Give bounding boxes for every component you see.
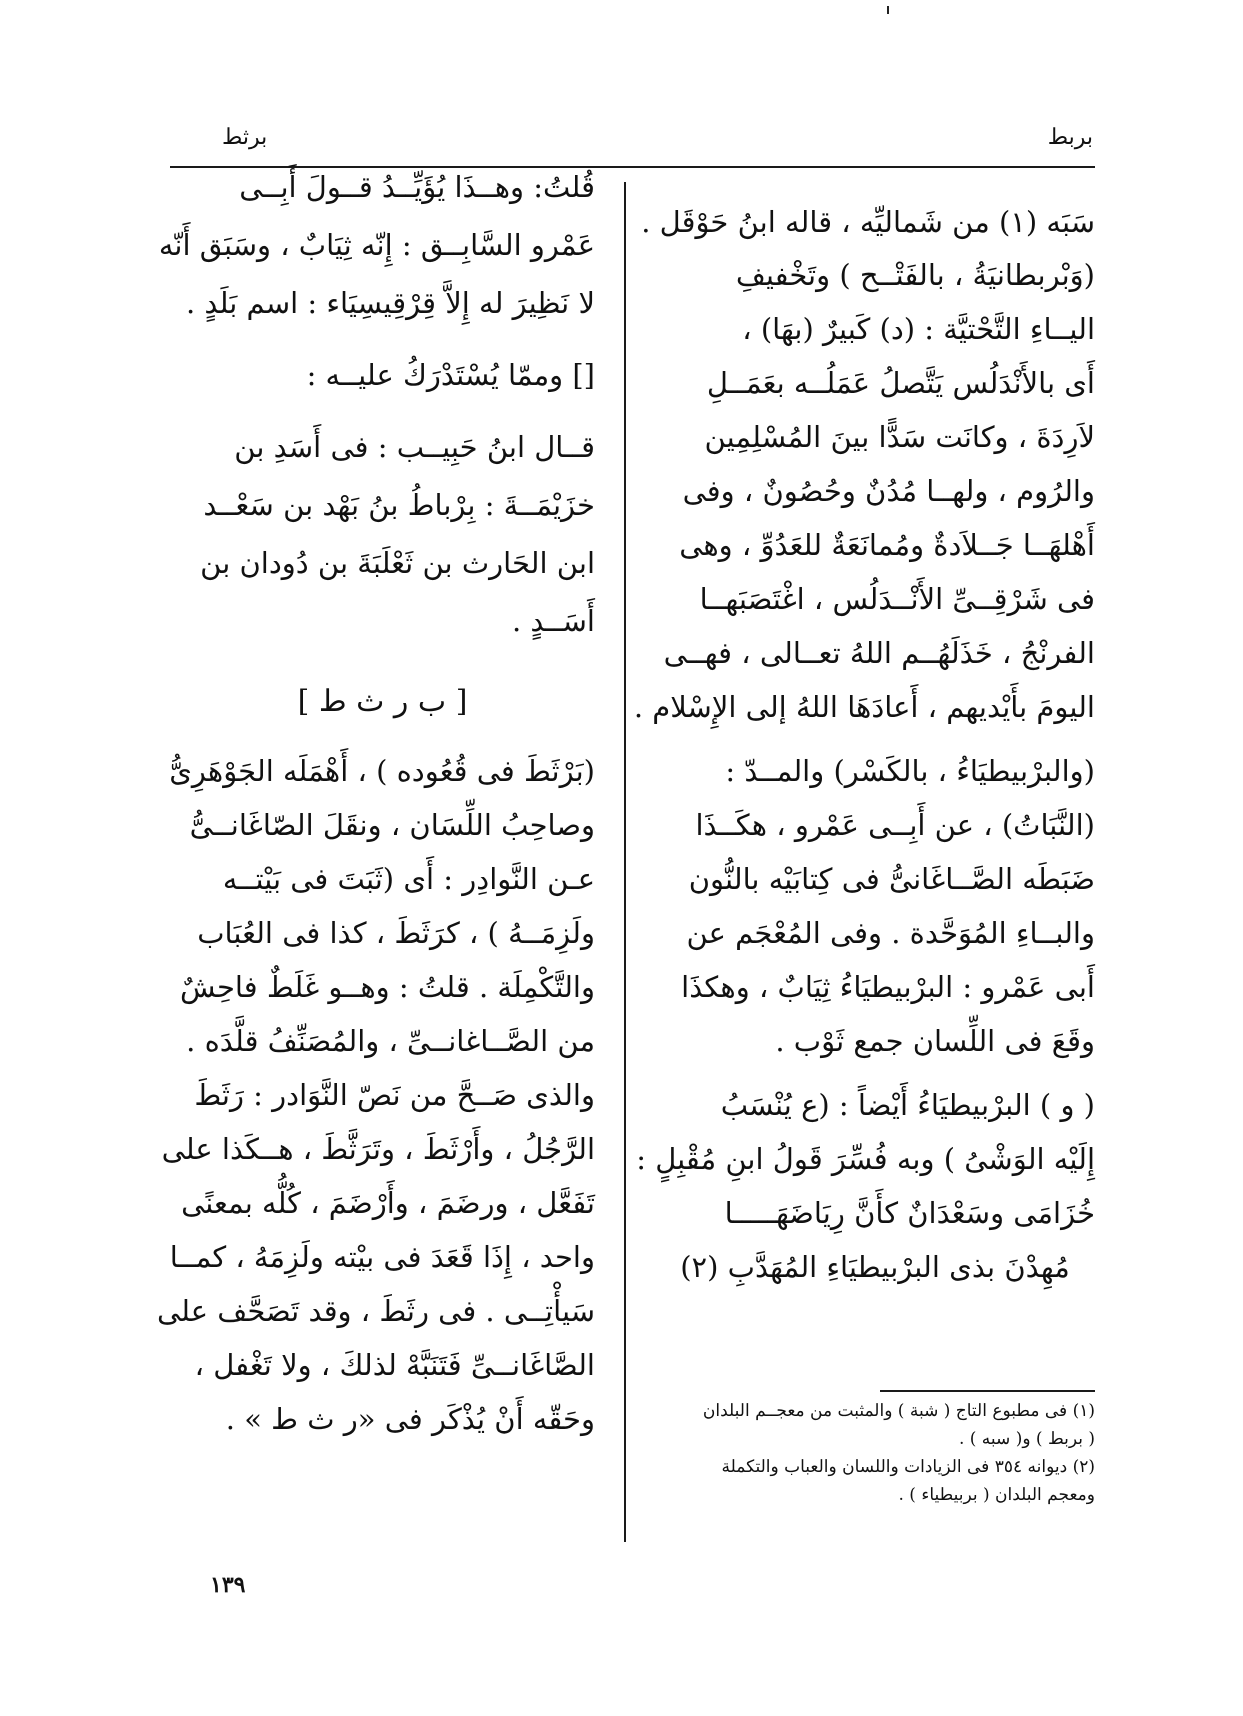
footnote-line: (٢) ديوانه ٣٥٤ فى الزيادات واللسان والعباب والتكملة: [721, 1457, 1095, 1477]
entry-continuation: [641, 205, 1095, 258]
text-line: سَبَه (١) من شَماليِّه ، قاله ابنُ حَوْقَل .: [641, 205, 1095, 239]
text-line: (وَبْربطانيَةُ ، بالفَتْــح ) وتَخْفيفِ: [735, 258, 1095, 292]
footnote-line: ( بربط ) و( سبه ) .: [958, 1429, 1095, 1449]
scan-mark: [887, 6, 889, 14]
text-line: ( و ) البرْبيطيَاءُ أَيْضاً : (ع يُنْسَبُ: [720, 1088, 1095, 1122]
text-line: والذى صَــحَّ من نَصّ النَّوَادر : رَثَطَ: [194, 1078, 595, 1112]
text-line: قُلتُ: وهــذَا يُؤَيِّــدُ قــولَ أَبِــى: [239, 170, 595, 204]
text-line: عـن النَّوادِر : أَى (ثَبَتَ فى بَيْتــه: [222, 862, 595, 896]
verse-line: خُزَامَى وسَعْدَانٌ كأَنَّ رِيَاضَهَـــــا: [724, 1196, 1095, 1230]
column-divider: [624, 182, 626, 1542]
text-line: الرَّجُلُ ، وأَرْثَطَ ، وتَرَثَّطَ ، هــكَذا على: [161, 1132, 595, 1166]
entry-barthata: [157, 754, 595, 1456]
text-line: ضَبَطَه الصَّــاغَانىُّ فى كِتابَيْه بالنُّون: [688, 862, 1095, 896]
text-line: عَمْرو السَّابِــق : إِنّه ثِيَابٌ ، وسَبَق أَنّه: [158, 228, 595, 262]
footnotes: [655, 1400, 1095, 1512]
entry-barbitaniya: [633, 258, 1095, 744]
text-line: خزَيْمَــةَ : بِرْباطُ بنُ بَهْد بن سَعْــد: [203, 488, 595, 522]
footnote-line: (١) فى مطبوع التاج ( شبة ) والمثبت من معجــم البلدان: [702, 1401, 1095, 1421]
text-line: اليومَ بأَيْديهم ، أَعادَهَا اللهُ إلى الإِسْلام .: [633, 690, 1095, 724]
entry-barbitiya-place: [636, 1088, 1095, 1304]
text-line: أَهْلهَــا جَــلاَدةٌ ومُمانَعَةٌ للعَدُوِّ ، وهى: [679, 528, 1095, 562]
text-line: من الصَّــاغانــىِّ ، والمُصَنِّفُ قلَّدَه .: [186, 1024, 595, 1058]
commentary-paragraph: [158, 170, 595, 344]
text-line: أَبى عَمْرو : البرْبيطيَاءُ ثِيَابٌ ، وهكذَا: [681, 970, 1095, 1004]
text-line: ولَزِمَــهُ ) ، كرَثَطَ ، كذا فى العُبَاب: [197, 916, 595, 950]
running-head-left: برثط: [222, 125, 268, 150]
text-line: وصاحِبُ اللِّسَان ، ونقَلَ الصّاغَانــىُّ: [189, 808, 595, 842]
text-line: تَفَعَّل ، ورضَمَ ، وأَرْضَمَ ، كُلُّه بمعنًى: [181, 1186, 595, 1220]
text-line: والبــاءِ المُوَحَّدة . وفى المُعْجَم عن: [686, 916, 1095, 950]
text-line: اليــاءِ التَّحْتيَّة : (د) كَبيرٌ (بهَا) ،: [742, 312, 1095, 346]
text-line: أَى بالأَنْدَلُس يَتَّصلُ عَمَلُــه بعَمَــلِ: [706, 366, 1095, 400]
text-line: ابن الحَارث بن ثَعْلَبَةَ بن دُودان بن: [200, 546, 595, 580]
text-line: والتَّكْمِلَة . قلتُ : وهــو غَلَطٌ فاحِشٌ: [180, 970, 595, 1004]
text-line: (بَرْثَطَ فى قُعُوده ) ، أَهْمَلَه الجَوْهَرِىُّ: [169, 754, 595, 788]
text-line: قــال ابنُ حَبِيــب : فى أَسَدِ بن: [234, 430, 595, 464]
text-line: واحد ، إِذَا قَعَدَ فى بيْته ولَزِمَهُ ، كمــا: [169, 1240, 595, 1274]
text-line: (والبرْبيطيَاءُ ، بالكَسْر) والمــدّ :: [725, 754, 1095, 788]
text-line: فى شَرْقِــىِّ الأَنْــدَلُس ، اغْتَصَبَهــا: [699, 582, 1095, 616]
text-line: الفرنْجُ ، خَذَلَهُــم اللهُ تعــالى ، فهــى: [663, 636, 1095, 670]
header-rule: [170, 166, 1095, 168]
text-line: أَسَــدٍ .: [511, 604, 595, 638]
footnote-rule: [880, 1390, 1095, 1392]
verse-line: مُهِدْنَ بذى البرْبيطيَاءِ المُهَدَّبِ (٢): [680, 1250, 1070, 1284]
addendum-intro: [170, 358, 595, 416]
page-number: ١٣٩: [210, 1572, 246, 1598]
text-line: الصَّاغَانــىِّ فَتَنَبَّهْ لذلكَ ، ولا تَغْفل ،: [194, 1348, 595, 1382]
text-line: والرُوم ، ولهــا مُدُنٌ وحُصُونٌ ، وفى: [682, 474, 1095, 508]
section-heading: [ ب ر ث ط ]: [297, 684, 468, 719]
left-column: [157, 170, 595, 1456]
text-line: لا نَظِيرَ له إِلاَّ قِرْقِيسِيَاء : اسم بَلَدٍ .: [186, 286, 595, 320]
text-line: [] وممّا يُسْتَدْرَكُ عليــه :: [306, 358, 595, 392]
text-line: وقَعَ فى اللِّسان جمع ثَوْب .: [775, 1024, 1095, 1058]
text-line: سَيأْتِــى . فى رثَطَ ، وقد تَصَحَّف على: [157, 1294, 595, 1328]
running-head-right: بربط: [1047, 125, 1093, 150]
footnote-line: ومعجم البلدان ( بربيطياء ) .: [898, 1485, 1095, 1505]
text-line: (النَّبَاتُ) ، عن أَبِــى عَمْرو ، هكَــذَا: [695, 808, 1095, 842]
right-column: [633, 205, 1095, 1304]
text-line: إِلَيْه الوَشْىُ ) وبه فُسِّرَ قَولُ ابنِ مُقْبِلٍ :: [636, 1142, 1095, 1176]
text-line: لاَرِدَةَ ، وكانَت سَدًّا بينَ المُسْلِمِين: [704, 420, 1095, 454]
entry-barbitiya: [655, 754, 1095, 1078]
addendum-paragraph: [170, 430, 595, 662]
text-line: وحَقّه أَنْ يُذْكَر فى «ر ث ط » .: [225, 1402, 595, 1436]
